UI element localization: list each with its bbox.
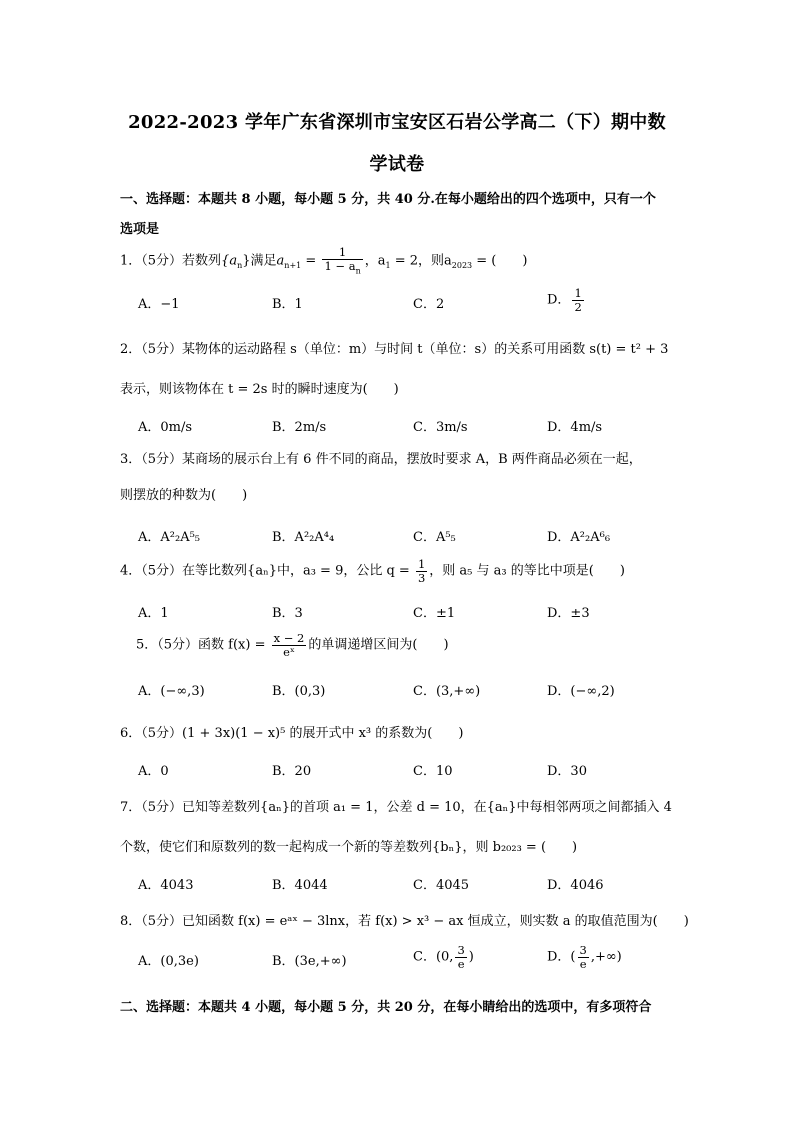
- q2-option-c[interactable]: C．3m/s: [413, 420, 468, 435]
- q2-option-a[interactable]: A．0m/s: [138, 420, 193, 435]
- q3-option-b[interactable]: B．A²₂A⁴₄: [272, 530, 335, 545]
- q8-option-b[interactable]: B．(3e,+∞): [272, 954, 347, 969]
- q6-option-b[interactable]: B．20: [272, 764, 312, 779]
- question-8: 8．（5分）已知函数 f(x) = eᵃˣ − 3lnx，若 f(x) > x³ − ax 恒成立，则实数 a 的取值范围为( ): [120, 914, 689, 929]
- q5-option-b[interactable]: B．(0,3): [272, 684, 326, 699]
- q5-option-d[interactable]: D．(−∞,2): [547, 684, 615, 699]
- q4-fraction: $\frac{1}{3}$: [417, 557, 426, 585]
- q7-option-d[interactable]: D．4046: [547, 878, 604, 893]
- q1-option-b[interactable]: B．1: [272, 297, 303, 312]
- q7-option-b[interactable]: B．4044: [272, 878, 328, 893]
- q7-options: [0, 874, 794, 896]
- section1-heading-line1: 一、选择题：本题共 8 小题，每小题 5 分，共 40 分.在每小题给出的四个选项中，只有一个: [120, 192, 656, 207]
- q4-option-b[interactable]: B．3: [272, 606, 303, 621]
- question-2-line2: 表示，则该物体在 t = 2s 时的瞬时速度为( ): [120, 382, 399, 397]
- q6-options: [0, 760, 794, 782]
- question-7-line2: 个数，使它们和原数列的数一起构成一个新的等差数列{bₙ}，则 b₂₀₂₃ = ( ): [120, 840, 578, 855]
- q6-option-c[interactable]: C．10: [413, 764, 453, 779]
- q8-option-d[interactable]: D．( $\frac{3}{e}$ ,+∞): [547, 943, 622, 971]
- section2-heading: 二、选择题：本题共 4 小题，每小题 5 分，共 20 分，在每小睛给出的选项中，有多项符合: [120, 1000, 652, 1015]
- question-7-line1: 7．（5分）已知等差数列{aₙ}的首项 a₁ = 1，公差 d = 10，在{aₙ}中每相邻两项之间都插入 4: [120, 800, 672, 815]
- q2-options: [0, 416, 794, 438]
- question-2-line1: 2．（5分）某物体的运动路程 s（单位：m）与时间 t（单位：s）的关系可用函数 s(t) = t² + 3: [120, 342, 669, 357]
- q4-option-d[interactable]: D．±3: [547, 606, 590, 621]
- q8-option-c[interactable]: C．(0, $\frac{3}{e}$ ): [413, 943, 474, 971]
- q4-options: [0, 602, 794, 624]
- q8-option-a[interactable]: A．(0,3e): [138, 954, 199, 969]
- q7-option-c[interactable]: C．4045: [413, 878, 470, 893]
- question-4: 4．（5分）在等比数列{aₙ}中，a₃ = 9，公比 q = $\frac{1}{3}$ ，则 a₅ 与 a₃ 的等比中项是( ): [120, 557, 625, 585]
- question-5: 5．（5分）函数 f(x) = $\frac{x - 2}{\text{eˣ}}$ 的单调递增区间为( ): [136, 631, 449, 659]
- q3-options: [0, 526, 794, 548]
- q6-option-a[interactable]: A．0: [138, 764, 169, 779]
- q1-option-a[interactable]: A．−1: [138, 297, 180, 312]
- q1-option-d[interactable]: D． $\frac{1}{2}$: [547, 286, 582, 314]
- q3-option-c[interactable]: C．A⁵₅: [413, 530, 456, 545]
- q1-option-c[interactable]: C．2: [413, 297, 445, 312]
- q2-option-b[interactable]: B．2m/s: [272, 420, 327, 435]
- q4-option-a[interactable]: A．1: [138, 606, 169, 621]
- q3-option-a[interactable]: A．A²₂A⁵₅: [138, 530, 201, 545]
- section1-heading-line2: 选项是: [120, 222, 160, 237]
- q5-option-c[interactable]: C．(3,+∞): [413, 684, 481, 699]
- question-1: 1．（5分）若数列$\{a_n\}$满足$a_{n+1}$ = $\frac{1}{1 - a_n}$ ，$a_1 = 2$，则$a_{2023}$ = ( ): [120, 245, 528, 275]
- exam-title-line1: 2022-2023 学年广东省深圳市宝安区石岩公学高二（下）期中数: [128, 112, 666, 133]
- q5-fraction: $\frac{x - 2}{\text{eˣ}}$: [273, 631, 305, 659]
- q3-option-d[interactable]: D．A²₂A⁶₆: [547, 530, 611, 545]
- q5-option-a[interactable]: A．(−∞,3): [138, 684, 205, 699]
- question-6: 6．（5分）(1 + 3x)(1 − x)⁵ 的展开式中 x³ 的系数为( ): [120, 726, 464, 741]
- question-3-line1: 3．（5分）某商场的展示台上有 6 件不同的商品，摆放时要求 A，B 两件商品必须在一起，: [120, 452, 642, 467]
- q4-option-c[interactable]: C．±1: [413, 606, 456, 621]
- question-3-line2: 则摆放的种数为( ): [120, 488, 248, 503]
- q7-option-a[interactable]: A．4043: [138, 878, 194, 893]
- q5-options: [0, 680, 794, 702]
- q6-option-d[interactable]: D．30: [547, 764, 587, 779]
- exam-title-line2: 学试卷: [369, 154, 425, 175]
- q1-fraction: $\frac{1}{1 - a_n}$: [324, 245, 361, 275]
- q8-options: [0, 943, 794, 972]
- q1-options: [0, 286, 794, 315]
- q2-option-d[interactable]: D．4m/s: [547, 420, 603, 435]
